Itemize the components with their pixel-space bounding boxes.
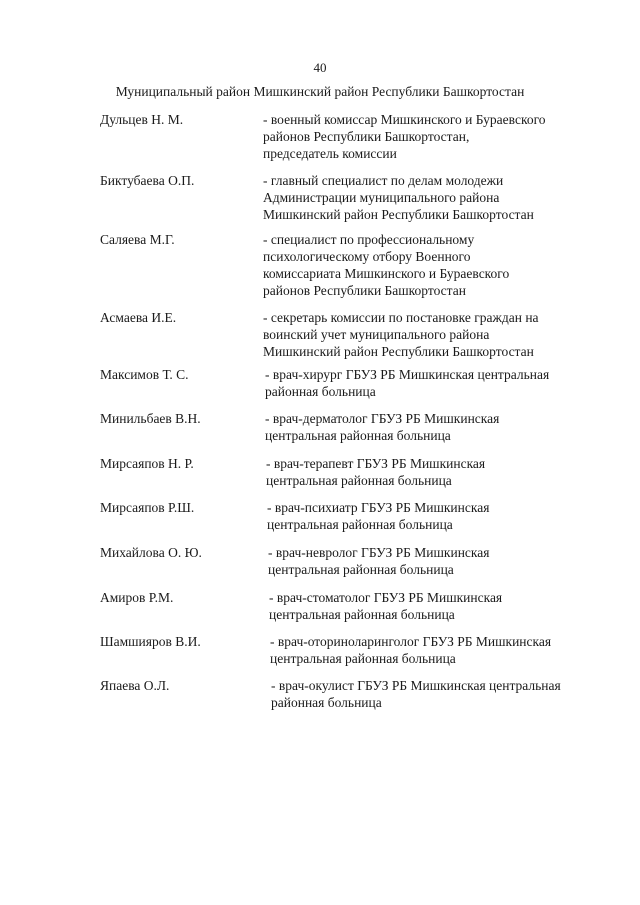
role-line: - специалист по профессиональному: [273, 231, 509, 248]
member-role: [266, 455, 485, 489]
role-line: - врач-терапевт ГБУЗ РБ Мишкинская: [276, 455, 485, 472]
role-line: - главный специалист по делам молодежи: [273, 172, 534, 189]
member-role: [263, 309, 539, 360]
member-role: [271, 677, 561, 711]
role-line: районов Республики Башкортостан: [263, 283, 466, 298]
role-line: районная больница: [271, 695, 382, 710]
member-name: Мирсаяпов Р.Ш.: [100, 500, 195, 515]
role-line: комиссариата Мишкинского и Бураевского: [263, 266, 510, 281]
member-role: [265, 366, 549, 400]
role-line: - секретарь комиссии по постановке граждан на: [273, 309, 539, 326]
member-name: Максимов Т. С.: [100, 367, 189, 382]
member-name: Мирсаяпов Н. Р.: [100, 456, 194, 471]
member-name: Шамшияров В.И.: [100, 634, 201, 649]
member-name: Минильбаев В.Н.: [100, 411, 201, 426]
member-name: Дульцев Н. М.: [100, 112, 184, 127]
member-role: [268, 544, 489, 578]
role-line: центральная районная больница: [268, 562, 454, 577]
role-line: центральная районная больница: [267, 517, 453, 532]
member-name: Асмаева И.Е.: [100, 310, 177, 325]
member-name: Биктубаева О.П.: [100, 173, 195, 188]
member-role: [263, 111, 546, 162]
role-line: - врач-невролог ГБУЗ РБ Мишкинская: [278, 544, 489, 561]
role-line: Администрации муниципального района: [263, 190, 500, 205]
role-line: центральная районная больница: [269, 607, 455, 622]
role-line: - врач-хирург ГБУЗ РБ Мишкинская центральная: [275, 366, 549, 383]
role-line: районная больница: [265, 384, 376, 399]
role-line: центральная районная больница: [266, 473, 452, 488]
role-line: центральная районная больница: [270, 651, 456, 666]
role-line: Мишкинский район Республики Башкортостан: [263, 344, 534, 359]
page-number: 40: [313, 60, 327, 75]
role-line: - врач-психиатр ГБУЗ РБ Мишкинская: [277, 499, 489, 516]
member-name: Саляева М.Г.: [100, 232, 175, 247]
role-line: воинский учет муниципального района: [263, 327, 490, 342]
page-heading: Муниципальный район Мишкинский район Республики Башкортостан: [115, 84, 525, 99]
role-line: - врач-оториноларинголог ГБУЗ РБ Мишкинская: [280, 633, 551, 650]
role-line: психологическому отбору Военного: [263, 249, 471, 264]
member-name: Михайлова О. Ю.: [100, 545, 202, 560]
role-line: - врач-стоматолог ГБУЗ РБ Мишкинская: [279, 589, 502, 606]
member-name: Амиров Р.М.: [100, 590, 174, 605]
role-line: Мишкинский район Республики Башкортостан: [263, 207, 534, 222]
member-role: [263, 172, 534, 223]
role-line: центральная районная больница: [265, 428, 451, 443]
role-line: председатель комиссии: [263, 146, 397, 161]
role-line: - врач-окулист ГБУЗ РБ Мишкинская центральная: [281, 677, 561, 694]
role-line: - врач-дерматолог ГБУЗ РБ Мишкинская: [275, 410, 499, 427]
member-role: [263, 231, 509, 299]
member-role: [267, 499, 489, 533]
member-role: [270, 633, 551, 667]
role-line: районов Республики Башкортостан,: [263, 129, 470, 144]
member-role: [269, 589, 502, 623]
member-name: Япаева О.Л.: [100, 678, 170, 693]
role-line: - военный комиссар Мишкинского и Бураевского: [273, 111, 546, 128]
member-role: [265, 410, 499, 444]
